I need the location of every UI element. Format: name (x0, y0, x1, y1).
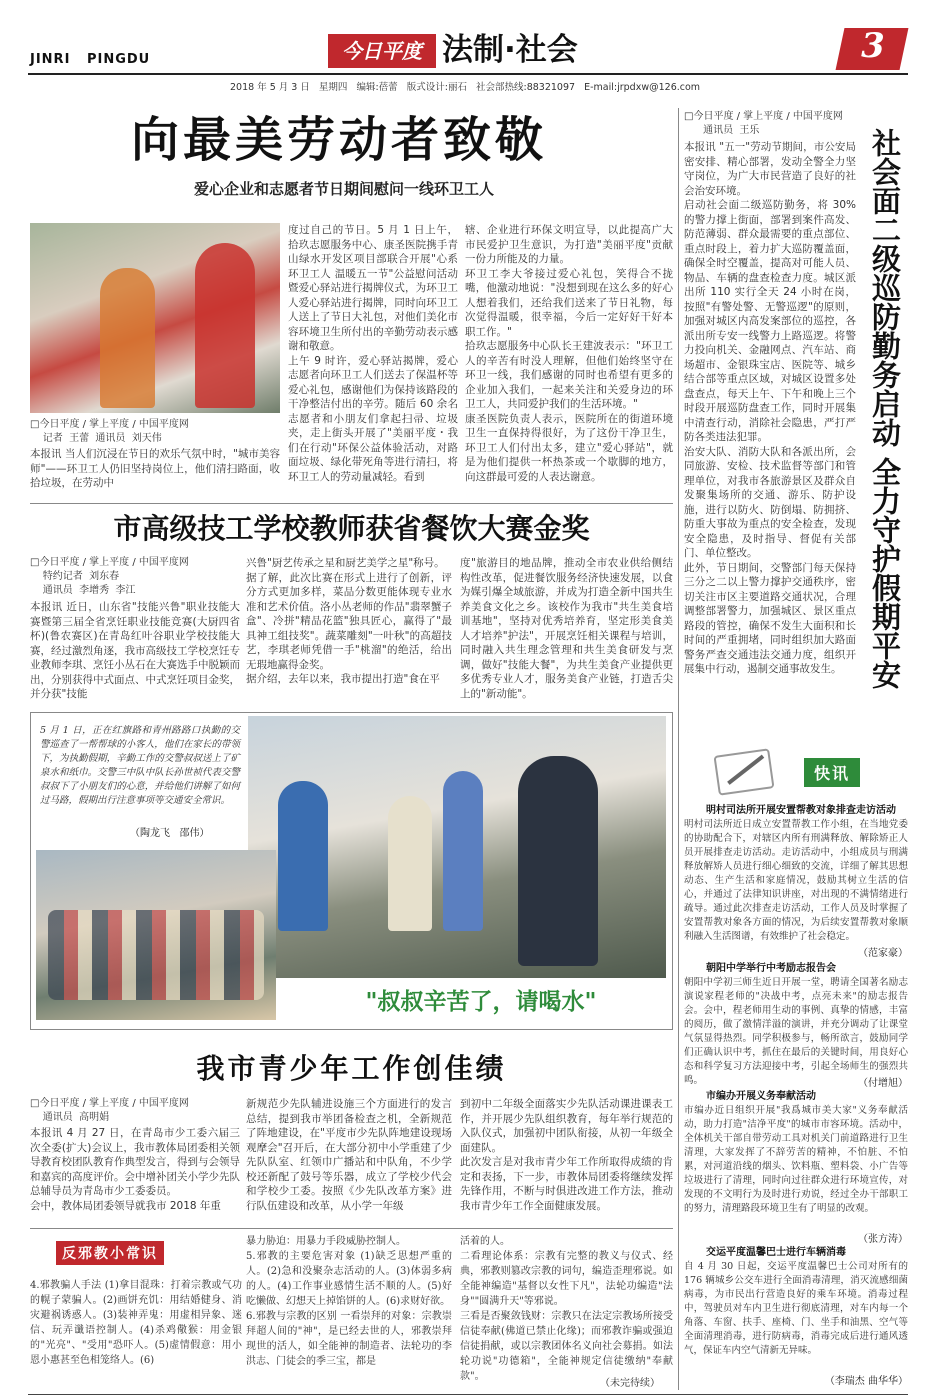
story3-byline: □今日平度 / 掌上平度 / 中国平度网 通讯员 高明娟 (30, 1098, 189, 1123)
column-col-1: 4.邪教骗人手法 (1)拿目混珠：打着宗教或气功的幌子蒙骗人。(2)画饼充饥：用结婚健身、消灾避祸诱惑人。(3)装神弄鬼：用虚相异象、迷信、玩弄谶语控制人。(4)杀鸡儆猴：用金银的"光亮"、"受用"恐吓人。(5)虚情假意：用小恩小惠甚至色相笼络人。(6) (30, 1280, 242, 1366)
brief-2-title: 朝阳中学举行中考励志报告会 (706, 963, 836, 974)
photo-feature-credit: （陶龙飞 邵伟） (130, 828, 210, 839)
column-col-3: 活着的人。 二看理论体系：宗教有完整的教义与仪式、经典，邪教则篡改宗教的词句，编造歪理邪说。如全能神编造"基督以女性下凡"，法轮功编造"法身""圆满升天"等邪说。 三看是否聚敛钱财：宗教只在法定宗教场所接受信徒奉献(佛道已禁止化缘)；而邪教诈骗或强迫信徒捐献，或以宗教团体名义向社会募捐。如法轮功说"功德箱"，全能神规定信徒缴纳"奉献款"。 (460, 1236, 673, 1382)
story3-column-1: 本报讯 4 月 27 日，在青岛市少工委六届三次全委(扩大)会议上，我市教体局团委相关领导教育校团队教育作典型发言，得到与会领导和嘉宾的高度评价。会中增补团关小学少先队总辅导员为青岛市少工委委员。 会中，教体局团委领导就我市 2018 年重 (30, 1127, 240, 1212)
column-tag: 反邪教小常识 (56, 1241, 164, 1265)
story3-column-3: 到初中二年级全面落实少先队活动课进课表工作，并开展少先队组织教育，每年举行规范的入队仪式，加强初中团队衔接，从初一年级全面建队。 此次发言是对我市青少年工作所取得成绩的肯定和表扬，下一步，市教体局团委将继续发挥先锋作用，不断与时俱进改进工作方法，推动我市青少年工作全面健康发展。 (460, 1098, 673, 1212)
brief-2 (684, 962, 908, 1089)
police-officer-figure (518, 756, 598, 966)
story3-title: 我市青少年工作创佳绩 (196, 1052, 507, 1085)
side-body: 本报讯 "五一"劳动节期间，市公安局密安排、精心部署，发动全警全力坚守岗位，为广大市民营造了良好的社会治安环境。 启动社会面二级巡防勤务，将 30%的警力撑上街面，部署到案件高发、防范薄弱、群众最需要的重点部位、重点时段上，着力扩大巡防覆盖面，确保全时空覆盖，提高对可能人员、物品、车辆的盘查检查力度。城区派出所 110 实行全天 24 小时在岗，按照"有警处警、无警巡逻"的原则，加强对城区内高发案部位的巡控，各派出所专安一线警力上路巡逻。将警力投向机关、金融网点、汽车站、商场超市、金银珠宝店、医院等、城乡结合部等重点区域，对城区设置多处盘查点，每天上午、下午和晚上三个时段开展巡防盘查工作，同时开展集中清查行动，消除社会隐患，严打严防各类违法犯罪。 治安大队、消防大队和各派出所，会同旅游、安检、技术监督等部门和管理单位，对我市各旅游景区及群众自发聚集场所的交通、游乐、防护设施，进行以防火、防倒塌、防拥挤、防重大事故为重点的安全检查，发现安全隐患，及时指导、督促有关部门、单位整改。 此外，节日期间，交警部门每天保持三分之二以上警力撑护交通秩序，密切关注市区主要道路交通状况，合理调整部署警力，加强城区、景区重点路段的管控，确保不发生大面积和长时间的严重拥堵，同时组织加大路面警务严查交通违法交通力度，组织开展集中行动，遏制交通事故发生。 (684, 141, 856, 675)
page-number: 3 (861, 26, 885, 66)
story1-subtitle: 爱心企业和志愿者节日期间慰问一线环卫工人 (193, 180, 494, 198)
dateline: 2018 年 5 月 3 日 星期四 编辑:蓓蕾 版式设计:丽石 社会部热线:88321097 E-mail:jrpdxw@126.com (230, 82, 701, 93)
brief-3-body: 市编办近日组织开展"我爲城市美大家"义务奉献活动，助力打造"洁净平度"的城市市容环境。活动中，全体机关干部自带劳动工具对机关门前道路进行卫生清理，大家发挥了不辞劳苦的精神，不怕脏、不怕累，对河道沿线的烟头、饮料瓶、塑料袋、小广告等垃圾进行了清理，同时向过往群众进行环境宣传，对发现的不文明行为及时进行劝说，经过全办干部职工的努力，清理路段环境卫生有了明显的改观。 (684, 1105, 908, 1214)
volunteer-figure (195, 243, 255, 408)
divider-story1 (30, 503, 673, 504)
section-title: 法制·社会 (442, 32, 578, 68)
story2-column-1: 本报讯 近日，山东省"技能兴鲁"职业技能大赛暨第三届全省烹饪职业技能竞赛(大厨四省杯)(鲁农赛区)在青岛红叶谷职业学校技能大赛，经过激烈角逐，我市高级技工学校烹饪专业教师李琪、烹饪小丛石在大赛选手中脱颖而出，分别获得中式面点、中式烹饪项目金奖，并分获"技能 (30, 601, 240, 700)
story1-lead: 本报讯 当人们沉浸在节日的欢乐气氛中时，"城市美容师"——环卫工人仍旧坚持岗位上，他们清扫路面，收拾垃圾，在劳动中 (30, 448, 280, 489)
newspaper-logo: 今日平度 (328, 34, 436, 68)
photo-feature-caption: 5 月 1 日，正在红旗路和青州路路口执勤的交警巡查了一帮帮球的小客人，他们在家长的带领下，为执勤假期，辛勤工作的交警叔叔送上了矿泉水和纸巾。交警三中队中队长孙世祯代表交警叔叔下了小朋友们的心意，并给他们讲解了如何过马路，假期出行注意事项等交通安全常识。 (40, 725, 240, 806)
brief-3-credit: （张方涛） (858, 1234, 908, 1245)
story2-column-3: 度"旅游目的地品牌，推动全市农业供给侧结构性改革，促进餐饮服务经济快速发展，以食为媒引爆全域旅游，并成为打造全新中国共生养美食文化之乡。该校作为我市"共生美食培训基地"，坚持对优秀培养育，坚定形美食美人才培养"护法"，开展烹饪相关课程与培训，同时融入共生理念管理和共生美食研发与烹调，做好"技能大餐"，为共生美食产业提供更多优秀专业人才，服务美食产业链，打造舌尖上的"新动能"。 (460, 557, 673, 700)
column-col-2: 暴力胁迫：用暴力手段威胁控制人。 5.邪教的主要危害对象 (1)缺乏思想严重的人。(2)急和没聚杂志活动的人。(3)体弱多病的人。(4)工作事业感情生活不顺的人。(5)好吃懒做、幻想天上掉馅饼的人。(6)求财好欲。 6.邪教与宗教的区别 一看崇拜的对象：宗教崇拜超人间的"神"，是已经去世的人，邪教崇拜现世的活人，如全能神的制造者、法轮功的李洪志、门徒会的季三宝，都是 (246, 1236, 452, 1367)
footer-rule (28, 1394, 908, 1395)
story2-column-2: 兴鲁"厨艺传承之星和厨艺美学之星"称号。 据了解，此次比赛在形式上进行了创新，评分方式更加多样，菜品分数更能体现专业水准和艺术价值。洛小丛老师的作品"翡翠蟹子盒"、冷拼"精品花篮"独具匠心，赢得了"最具神工组技奖"。蔬菜雕刻"一叶秋"的高超技艺，李琪老师凭借一手"桃溜"的绝活，给出无瑕地赢得金奖。 据介绍，去年以来，我市提出打造"食在平 (246, 557, 452, 685)
story1-byline: □今日平度 / 掌上平度 / 中国平度网 记者 王蕾 通讯员 刘天伟 (30, 419, 189, 444)
brief-3 (684, 1090, 908, 1245)
side-byline: □今日平度 / 掌上平度 / 中国平度网 通讯员 王乐 (684, 111, 843, 136)
masthead-left: JINRI PINGDU (30, 52, 151, 67)
brief-3-title: 市编办开展义务奉献活动 (706, 1091, 816, 1102)
photo-feature-main (248, 716, 666, 978)
brief-2-body: 朝阳中学初三师生近日开展一堂，聘请全国著名励志演说家程老师的"决战中考，点亮未来"的励志报告会。会中，程老师用生动的事例、真挚的情感，丰富的阅历，做了激情洋溢的演讲，并充分调动了让课堂气氛显得热烈。同学积极参与，畅所欲言，鼓励同学们正确认识中考，抓住在最后的关键时间，用良好心态和科学复习方法迎接中考，引起全场师生的强烈共鸣。 (684, 977, 908, 1086)
story1-photo (30, 223, 280, 413)
brief-1-body: 明村司法所近日成立安置帮教工作小组，在当地党委的协助配合下，对辖区内所有刑满释放、解除矫正人员开展排查走访活动。走访活动中，小组成员与刑满释放解矫人员进行细心细致的交流，详细了解其思想动态、生产生活和家庭情况，鼓励其树立生活的信心，并通过了法律知识讲座，对出现的不满情绪进行疏导。通过此次排查走访活动，工作人员及时掌握了安置帮教对象各方面的情况，为后续安置帮教对象顺利融入生活图谱，有效维护了社会稳定。 (684, 819, 908, 942)
child-figure-3 (443, 771, 483, 931)
child-figure-2 (388, 796, 432, 931)
briefs-tag: 快讯 (804, 758, 860, 787)
story2-title: 市高级技工学校教师获省餐饮大赛金奖 (113, 512, 590, 545)
group-figures (48, 910, 264, 1000)
brief-1-title: 明村司法所开展安置帮教对象排查走访活动 (706, 805, 896, 816)
story2-byline: □今日平度 / 掌上平度 / 中国平度网 特约记者 刘东春 通讯员 李增秀 李江 (30, 557, 189, 596)
worker-figure (100, 268, 155, 408)
masthead-rule (28, 73, 908, 75)
brief-1 (684, 804, 908, 959)
brief-2-credit: （付增旭） (858, 1078, 908, 1089)
divider-story3 (30, 1228, 673, 1229)
brief-4-credit: （李瑞杰 曲华华） (824, 1376, 908, 1387)
story3-column-2: 新规范少先队辅进设施三个方面进行的发言总结，提到我市举团备检查之机，全新规范了阵地建设，在"平度市少先队阵地建设现场观摩会"召开后，在大部分初中小学重建了少先队队室、红领巾广播站和中队角，不少学校还新配了鼓号等乐器，成立了学校少代会和学校少工委。按照《少先队改革方案》进行队伍建设和改革，从小学一年级 (246, 1098, 452, 1212)
story1-column-3: 辖、企业进行环保文明宣导，以此提高广大市民爱护卫生意识，为打造"美丽平度"贡献一份力所能及的力量。 环卫工李大爷接过爱心礼包，笑得合不拢嘴，他激动地说："没想到现在这么多的好心人想着我们，还给我们送来了节日礼物，每次觉得温暖，很幸福，今后一定好好干好本职工作。" 拾玖志愿服务中心队长王建波表示："环卫工人的辛苦有时没人理解，但他们始终坚守在环卫一线，我们感谢的同时也希望有更多的企业加入我们，一起来关注和关爱身边的环卫工人，共同爱护我们的生活环境。" 康圣医院负责人表示，医院所在的街道环境卫生一直保持得很好，为了这份干净卫生，环卫工人们付出太多，建立"爱心驿站"，就是为他们提供一杯热茶或一个歇脚的地方，向这群最可爱的人表达谢意。 (465, 224, 673, 483)
side-divider (678, 108, 679, 804)
photo-feature-headline: "叔叔辛苦了，请喝水" (365, 989, 597, 1015)
pen-icon (713, 748, 774, 795)
masthead (0, 0, 933, 100)
story1-column-2: 度过自己的节日。5 月 1 日上午，拾玖志愿服务中心、康圣医院携手青山绿水开发区项目部联合开展"心系环卫工人 温暖五一节"公益慰问活动暨爱心驿站进行揭牌仪式，为环卫工人爱心驿站进行揭牌，同时向环卫工人送上了节日大礼包，对他们美化市容环境卫生所付出的辛勤劳动表示感谢和敬意。 上午 9 时许，爱心驿站揭牌，爱心志愿者向环卫工人们送去了保温杯等爱心礼包，感谢他们为保持该路段的干净整洁付出的辛劳。随后 60 余名志愿者和小朋友们拿起扫帚、垃圾夹，走上街头开展了"美丽平度・我们在行动"环保公益体验活动，对路面垃圾、绿化带死角等进行清扫，将环卫工人的劳动量减轻。看到 (288, 224, 458, 483)
brief-4-title: 交运平度温馨巴士进行车辆消毒 (706, 1247, 846, 1258)
briefs-divider (678, 740, 679, 1390)
photo-feature-group (36, 850, 276, 1020)
column-credit: （未完待续） (600, 1378, 660, 1389)
brief-4 (684, 1246, 908, 1387)
child-figure-1 (278, 781, 328, 931)
side-title: 社会面二级巡防勤务启动 全力守护假期平安 (868, 128, 902, 690)
story1-title: 向最美劳动者致敬 (130, 112, 547, 168)
brief-4-body: 自 4 月 30 日起，交运平度温馨巴士公司对所有的 176 辆城乡公交车进行全面消毒清理，消灭流感细菌病毒，为市民出行营造良好的乘车环境。消毒过程中，驾驶员对车内卫生进行彻底清理，对车内每一个角落、车窗、扶手、座椅、门、坐手和油黑、空气等全面清理消毒，进行防病毒，消毒完成后进行通风透气，保证车内空气清新无异味。 (684, 1261, 908, 1356)
brief-1-credit: （范家豪） (858, 948, 908, 959)
